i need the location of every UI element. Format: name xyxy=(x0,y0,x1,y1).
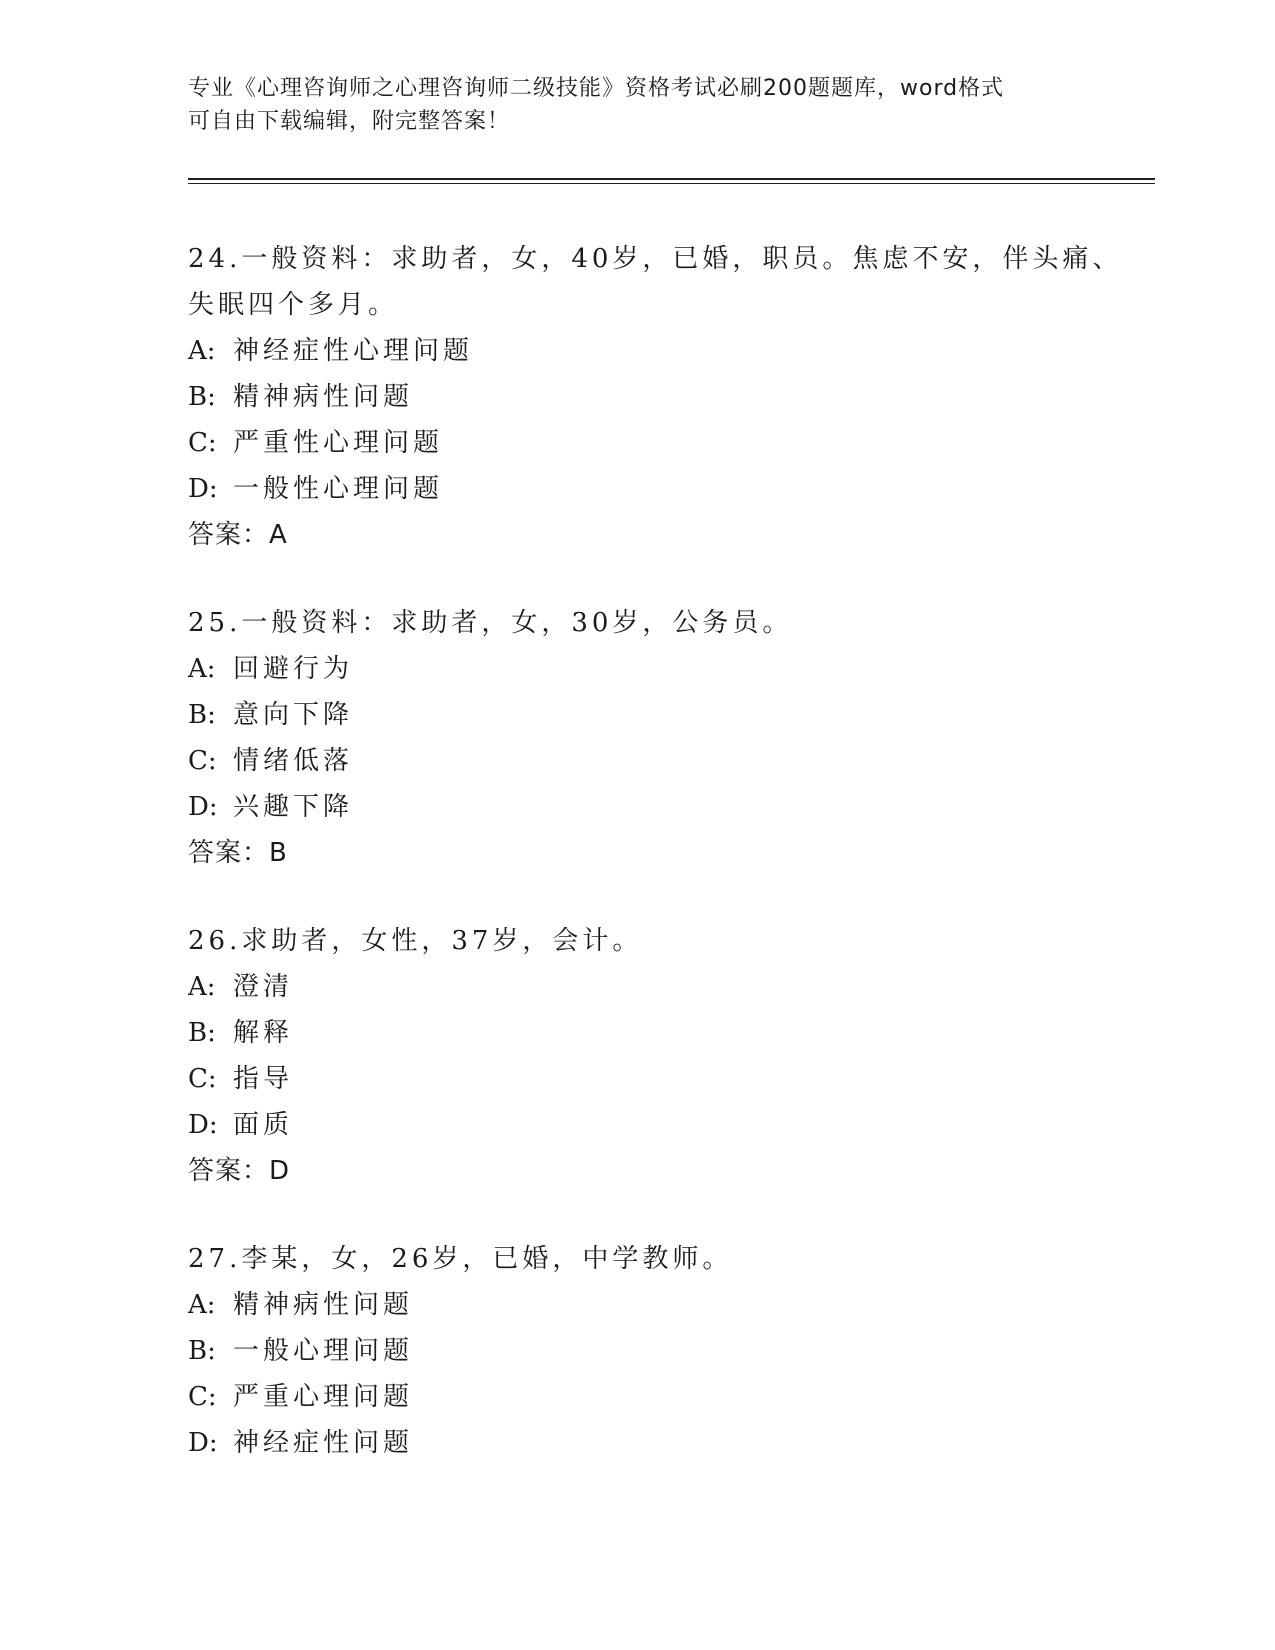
option-letter: A: xyxy=(188,654,216,684)
option-d xyxy=(188,1420,1088,1466)
option-text: 一般心理问题 xyxy=(233,1336,414,1366)
option-letter: A: xyxy=(188,1290,216,1320)
option-letter: B: xyxy=(188,382,216,412)
option-letter: D: xyxy=(188,792,218,822)
option-text: 回避行为 xyxy=(233,654,354,684)
question-list xyxy=(188,236,1123,1508)
question-stem-line: 24.一般资料：求助者，女，40岁，已婚，职员。焦虑不安，伴头痛、 xyxy=(188,244,1123,274)
option-text: 情绪低落 xyxy=(233,746,354,776)
option-d xyxy=(188,466,1088,512)
option-letter: A: xyxy=(188,336,216,366)
option-letter: C: xyxy=(188,746,217,776)
option-a xyxy=(188,646,1088,692)
option-letter: D: xyxy=(188,474,218,504)
option-text: 解释 xyxy=(233,1018,294,1048)
question-stem xyxy=(188,236,1123,328)
option-letter: A: xyxy=(188,972,216,1002)
option-text: 精神病性问题 xyxy=(233,382,414,412)
option-d xyxy=(188,784,1088,830)
option-text: 严重心理问题 xyxy=(233,1382,414,1412)
option-text: 指导 xyxy=(233,1064,294,1094)
option-letter: C: xyxy=(188,1064,217,1094)
option-text: 澄清 xyxy=(233,972,294,1002)
option-c xyxy=(188,1056,1088,1102)
option-c xyxy=(188,420,1088,466)
answer-line: 答案：B xyxy=(188,838,288,868)
option-text: 严重性心理问题 xyxy=(233,428,444,458)
option-letter: B: xyxy=(188,1336,216,1366)
question-26 xyxy=(188,918,1088,1194)
question-stem-line: 失眠四个多月。 xyxy=(188,290,399,320)
option-a xyxy=(188,964,1088,1010)
option-text: 精神病性问题 xyxy=(233,1290,414,1320)
option-text: 面质 xyxy=(233,1110,294,1140)
option-text: 一般性心理问题 xyxy=(233,474,444,504)
option-a xyxy=(188,1282,1088,1328)
option-b xyxy=(188,692,1088,738)
document-header xyxy=(188,72,1088,138)
option-text: 神经症性心理问题 xyxy=(233,336,474,366)
option-letter: D: xyxy=(188,1428,218,1458)
question-stem-line: 25.一般资料：求助者，女，30岁，公务员。 xyxy=(188,608,793,638)
question-25 xyxy=(188,600,1088,876)
option-letter: D: xyxy=(188,1110,218,1140)
header-divider-thick xyxy=(188,178,1155,180)
option-letter: C: xyxy=(188,1382,217,1412)
question-stem xyxy=(188,600,1088,646)
option-letter: B: xyxy=(188,1018,216,1048)
header-line-2: 可自由下载编辑，附完整答案！ xyxy=(188,109,511,134)
question-stem-line: 26.求助者，女性，37岁，会计。 xyxy=(188,926,643,956)
question-27 xyxy=(188,1236,1088,1466)
header-line-1: 专业《心理咨询师之心理咨询师二级技能》资格考试必刷200题题库，word格式 xyxy=(188,76,1005,101)
option-b xyxy=(188,1010,1088,1056)
option-d xyxy=(188,1102,1088,1148)
answer-line: 答案：D xyxy=(188,1156,291,1186)
option-letter: B: xyxy=(188,700,216,730)
option-b xyxy=(188,374,1088,420)
option-text: 兴趣下降 xyxy=(233,792,354,822)
question-stem xyxy=(188,918,1088,964)
question-stem-line: 27.李某，女，26岁，已婚，中学教师。 xyxy=(188,1244,733,1274)
option-b xyxy=(188,1328,1088,1374)
option-text: 意向下降 xyxy=(233,700,354,730)
option-text: 神经症性问题 xyxy=(233,1428,414,1458)
option-c xyxy=(188,1374,1088,1420)
option-letter: C: xyxy=(188,428,217,458)
question-stem xyxy=(188,1236,1088,1282)
option-a xyxy=(188,328,1088,374)
question-24 xyxy=(188,236,1123,558)
header-divider-thin xyxy=(188,183,1155,184)
answer-line: 答案：A xyxy=(188,520,288,550)
option-c xyxy=(188,738,1088,784)
